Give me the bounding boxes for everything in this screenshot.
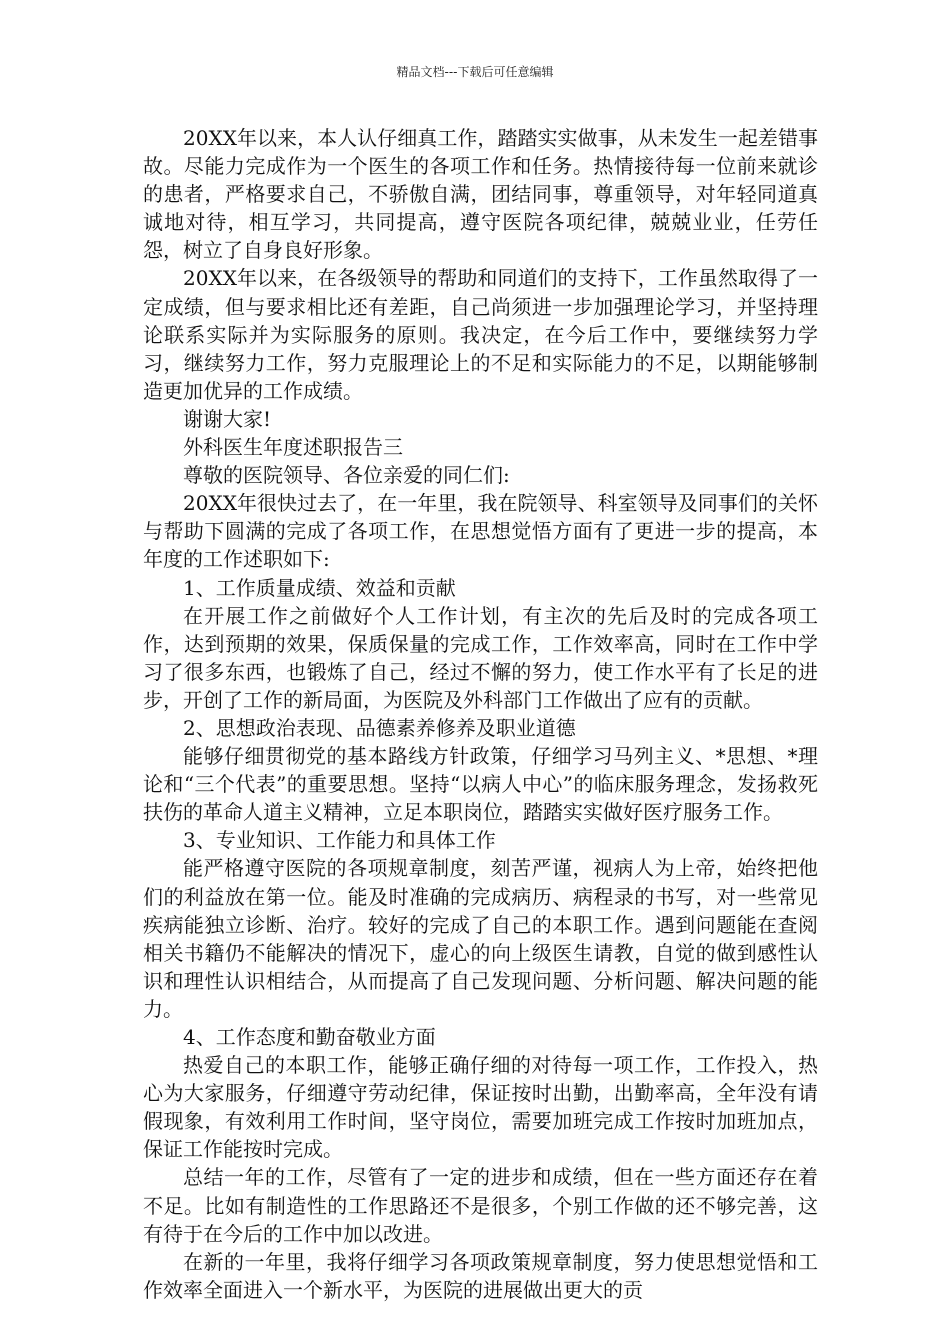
document-body xyxy=(143,124,818,1304)
page-header: 精品文档---下载后可任意编辑 xyxy=(396,65,554,79)
section-heading-1: 1、工作质量成绩、效益和贡献 xyxy=(183,575,456,600)
paragraph-section-4: 热爱自己的本职工作，能够正确仔细的对待每一项工作，工作投入，热心为大家服务，仔细遵守劳动纪律，保证按时出勤，出勤率高，全年没有请假现象，有效利用工作时间，坚守岗位，需要加班完成工作按时加班加点，保证工作能按时完成。 xyxy=(143,1053,818,1162)
paragraph-next-year: 在新的一年里，我将仔细学习各项政策规章制度，努力使思想觉悟和工作效率全面进入一个新水平，为医院的进展做出更大的贡 xyxy=(143,1249,818,1302)
paragraph-section-3: 能严格遵守医院的各项规章制度，刻苦严谨，视病人为上帝，始终把他们的利益放在第一位。能及时准确的完成病历、病程录的书写，对一些常见疾病能独立诊断、治疗。较好的完成了自己的本职工作。遇到问题能在查阅相关书籍仍不能解决的情况下，虚心的向上级医生请教，自觉的做到感性认识和理性认识相结合，从而提高了自己发现问题、分析问题、解决问题的能力。 xyxy=(143,856,818,1021)
report-title: 外科医生年度述职报告三 xyxy=(183,435,403,460)
paragraph-section-2: 能够仔细贯彻党的基本路线方针政策，仔细学习马列主义、*思想、*理论和“三个代表”的重要思想。坚持“以病人中心”的临床服务理念，发扬救死扶伤的革命人道主义精神，立足本职岗位，踏踏实实做好医疗服务工作。 xyxy=(143,744,818,825)
section-heading-4: 4、工作态度和勤奋敬业方面 xyxy=(183,1025,436,1049)
salutation: 尊敬的医院领导、各位亲爱的同仁们: xyxy=(183,463,510,488)
paragraph-section-1: 在开展工作之前做好个人工作计划，有主次的先后及时的完成各项工作，达到预期的效果，保质保量的完成工作，工作效率高，同时在工作中学习了很多东西，也锻炼了自己，经过不懈的努力，使工作水平有了长足的进步，开创了工作的新局面，为医院及外科部门工作做出了应有的贡献。 xyxy=(143,603,818,712)
section-heading-2: 2、思想政治表现、品德素养修养及职业道德 xyxy=(183,715,576,740)
paragraph-thanks: 谢谢大家! xyxy=(183,406,272,431)
paragraph-intro-plan: 20XX年以来，在各级领导的帮助和同道们的支持下，工作虽然取得了一定成绩，但与要求相比还有差距，自己尚须进一步加强理论学习，并坚持理论联系实际并为实际服务的原则。我决定，在今后工作中，要继续努力学习，继续努力工作，努力克服理论上的不足和实际能力的不足，以期能够制造更加优异的工作成绩。 xyxy=(143,266,818,403)
paragraph-summary: 总结一年的工作，尽管有了一定的进步和成绩，但在一些方面还存在着不足。比如有制造性的工作思路还不是很多，个别工作做的还不够完善，这有待于在今后的工作中加以改进。 xyxy=(143,1165,818,1246)
section-heading-3: 3、专业知识、工作能力和具体工作 xyxy=(183,828,496,853)
paragraph-intro-work: 20XX年以来，本人认仔细真工作，踏踏实实做事，从未发生一起差错事故。尽能力完成作为一个医生的各项工作和任务。热情接待每一位前来就诊的患者，严格要求自己，不骄傲自满，团结同事，尊重领导，对年轻同道真诚地对待，相互学习，共同提高，遵守医院各项纪律，兢兢业业，任劳任怨，树立了自身良好形象。 xyxy=(143,126,818,263)
paragraph-overview: 20XX年很快过去了，在一年里，我在院领导、科室领导及同事们的关怀与帮助下圆满的完成了各项工作，在思想觉悟方面有了更进一步的提高，本年度的工作述职如下: xyxy=(143,491,818,572)
